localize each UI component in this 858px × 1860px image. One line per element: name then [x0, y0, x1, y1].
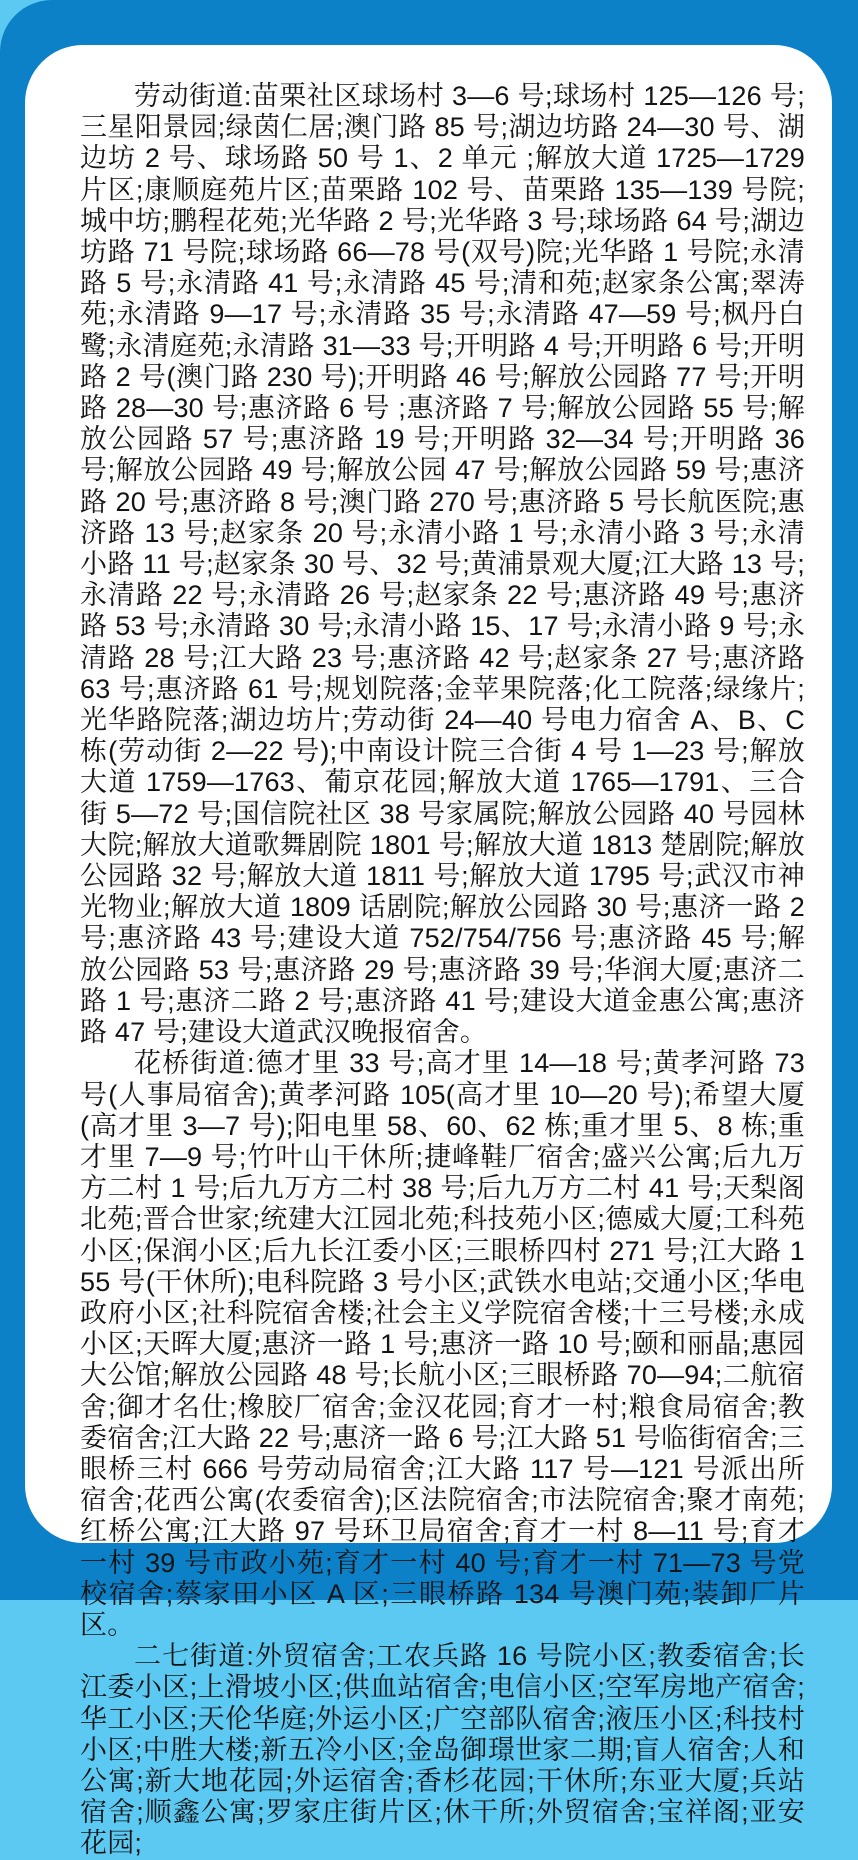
- paragraph-huaqiao-street: [80, 1048, 805, 1641]
- street-colon: :: [243, 81, 252, 111]
- street-colon: :: [246, 1641, 255, 1672]
- street-entries-erqi: 外贸宿舍;工农兵路 16 号院小区;教委宿舍;长江委小区;上滑坡小区;供血站宿舍;电信小区;空军房地产宿舍;华工小区;天伦华庭;外运小区;广空部队宿舍;液压小区;科技村小区;中胜大楼;新五冷小区;金岛御璟世家二期;盲人宿舍;人和公寓;新大地花园;外运宿舍;香杉花园;干休所;东亚大厦;兵站宿舍;顺鑫公寓;罗家庄街片区;休干所;外贸宿舍;宝祥阁;亚安花园;: [80, 1641, 805, 1859]
- street-colon: :: [247, 1048, 255, 1079]
- paragraph-erqi-street: [80, 1641, 805, 1859]
- document-body: [80, 81, 805, 1860]
- street-name-laodong: 劳动街道: [134, 81, 244, 111]
- street-entries-laodong: 苗栗社区球场村 3—6 号;球场村 125—126 号;三星阳景园;绿茵仁居;澳门路 85 号;湖边坊路 24—30 号、湖边坊 2 号、球场路 50 号 1、2 单元 ;解放大道 1725—1729 片区;康顺庭苑片区;苗栗路 102 号、苗栗路 135—139 号院;城中坊;鹏程花苑;光华路 2 号;光华路 3 号;球场路 64 号;湖边坊路 71 号院;球场路 66—78 号(双号)院;光华路 1 号院;永清路 5 号;永清路 41 号;永清路 45 号;清和苑;赵家条公寓;翠涛苑;永清路 9—17 号;永清路 35 号;永清路 47—59 号;枫丹白鹭;永清庭苑;永清路 31—33 号;开明路 4 号;开明路 6 号;开明路 2 号(澳门路 230 号);开明路 46 号;解放公园路 77 号;开明路 28—30 号;惠济路 6 号 ;惠济路 7 号;解放公园路 55 号;解放公园路 57 号;惠济路 19 号;开明路 32—34 号;开明路 36 号;解放公园路 49 号;解放公园 47 号;解放公园路 59 号;惠济路 20 号;惠济路 8 号;澳门路 270 号;惠济路 5 号长航医院;惠济路 13 号;赵家条 20 号;永清小路 1 号;永清小路 3 号;永清小路 11 号;赵家条 30 号、32 号;黄浦景观大厦;江大路 13 号;永清路 22 号;永清路 26 号;赵家条 22 号;惠济路 49 号;惠济路 53 号;永清路 30 号;永清小路 15、17 号;永清小路 9 号;永清路 28 号;江大路 23 号;惠济路 42 号;赵家条 27 号;惠济路 63 号;惠济路 61 号;规划院落;金苹果院落;化工院落;绿缘片;光华路院落;湖边坊片;劳动街 24—40 号电力宿舍 A、B、C 栋(劳动街 2—22 号);中南设计院三合街 4 号 1—23 号;解放大道 1759—1763、葡京花园;解放大道 1765—1791、三合街 5—72 号;国信院社区 38 号家属院;解放公园路 40 号园林大院;解放大道歌舞剧院 1801 号;解放大道 1813 楚剧院;解放公园路 32 号;解放大道 1811 号;解放大道 1795 号;武汉市神光物业;解放大道 1809 话剧院;解放公园路 30 号;惠济一路 2 号;惠济路 43 号;建设大道 752/754/756 号;惠济路 45 号;解放公园路 53 号;惠济路 29 号;惠济路 39 号;华润大厦;惠济二路 1 号;惠济二路 2 号;惠济路 41 号;建设大道金惠公寓;惠济路 47 号;建设大道武汉晚报宿舍。: [80, 81, 805, 1048]
- street-entries-huaqiao: 德才里 33 号;高才里 14—18 号;黄孝河路 73 号(人事局宿舍);黄孝河路 105(高才里 10—20 号);希望大厦(高才里 3—7 号);阳电里 58、60、62 栋;重才里 5、8 栋;重才里 7—9 号;竹叶山干休所;捷峰鞋厂宿舍;盛兴公寓;后九万方二村 1 号;后九万方二村 38 号;后九万方二村 41 号;天梨阁北苑;晋合世家;统建大江园北苑;科技苑小区;德威大厦;工科苑小区;保润小区;后九长江委小区;三眼桥四村 271 号;江大路 155 号(干休所);电科院路 3 号小区;武铁水电站;交通小区;华电政府小区;社科院宿舍楼;社会主义学院宿舍楼;十三号楼;永成小区;天晖大厦;惠济一路 1 号;惠济一路 10 号;颐和丽晶;惠园大公馆;解放公园路 48 号;长航小区;三眼桥路 70—94;二航宿舍;御才名仕;橡胶厂宿舍;金汉花园;育才一村;粮食局宿舍;教委宿舍;江大路 22 号;惠济一路 6 号;江大路 51 号临街宿舍;三眼桥三村 666 号劳动局宿舍;江大路 117 号—121 号派出所宿舍;花西公寓(农委宿舍);区法院宿舍;市法院宿舍;聚才南苑;红桥公寓;江大路 97 号环卫局宿舍;育才一村 8—11 号;育才一村 39 号市政小苑;育才一村 40 号;育才一村 71—73 号党校宿舍;蔡家田小区 A 区;三眼桥路 134 号澳门苑;装卸厂片区。: [80, 1048, 805, 1640]
- street-name-erqi: 二七街道: [134, 1641, 247, 1672]
- paragraph-laodong-street: [80, 81, 805, 1048]
- street-name-huaqiao: 花桥街道: [134, 1048, 248, 1079]
- document-sheet: [25, 45, 832, 1859]
